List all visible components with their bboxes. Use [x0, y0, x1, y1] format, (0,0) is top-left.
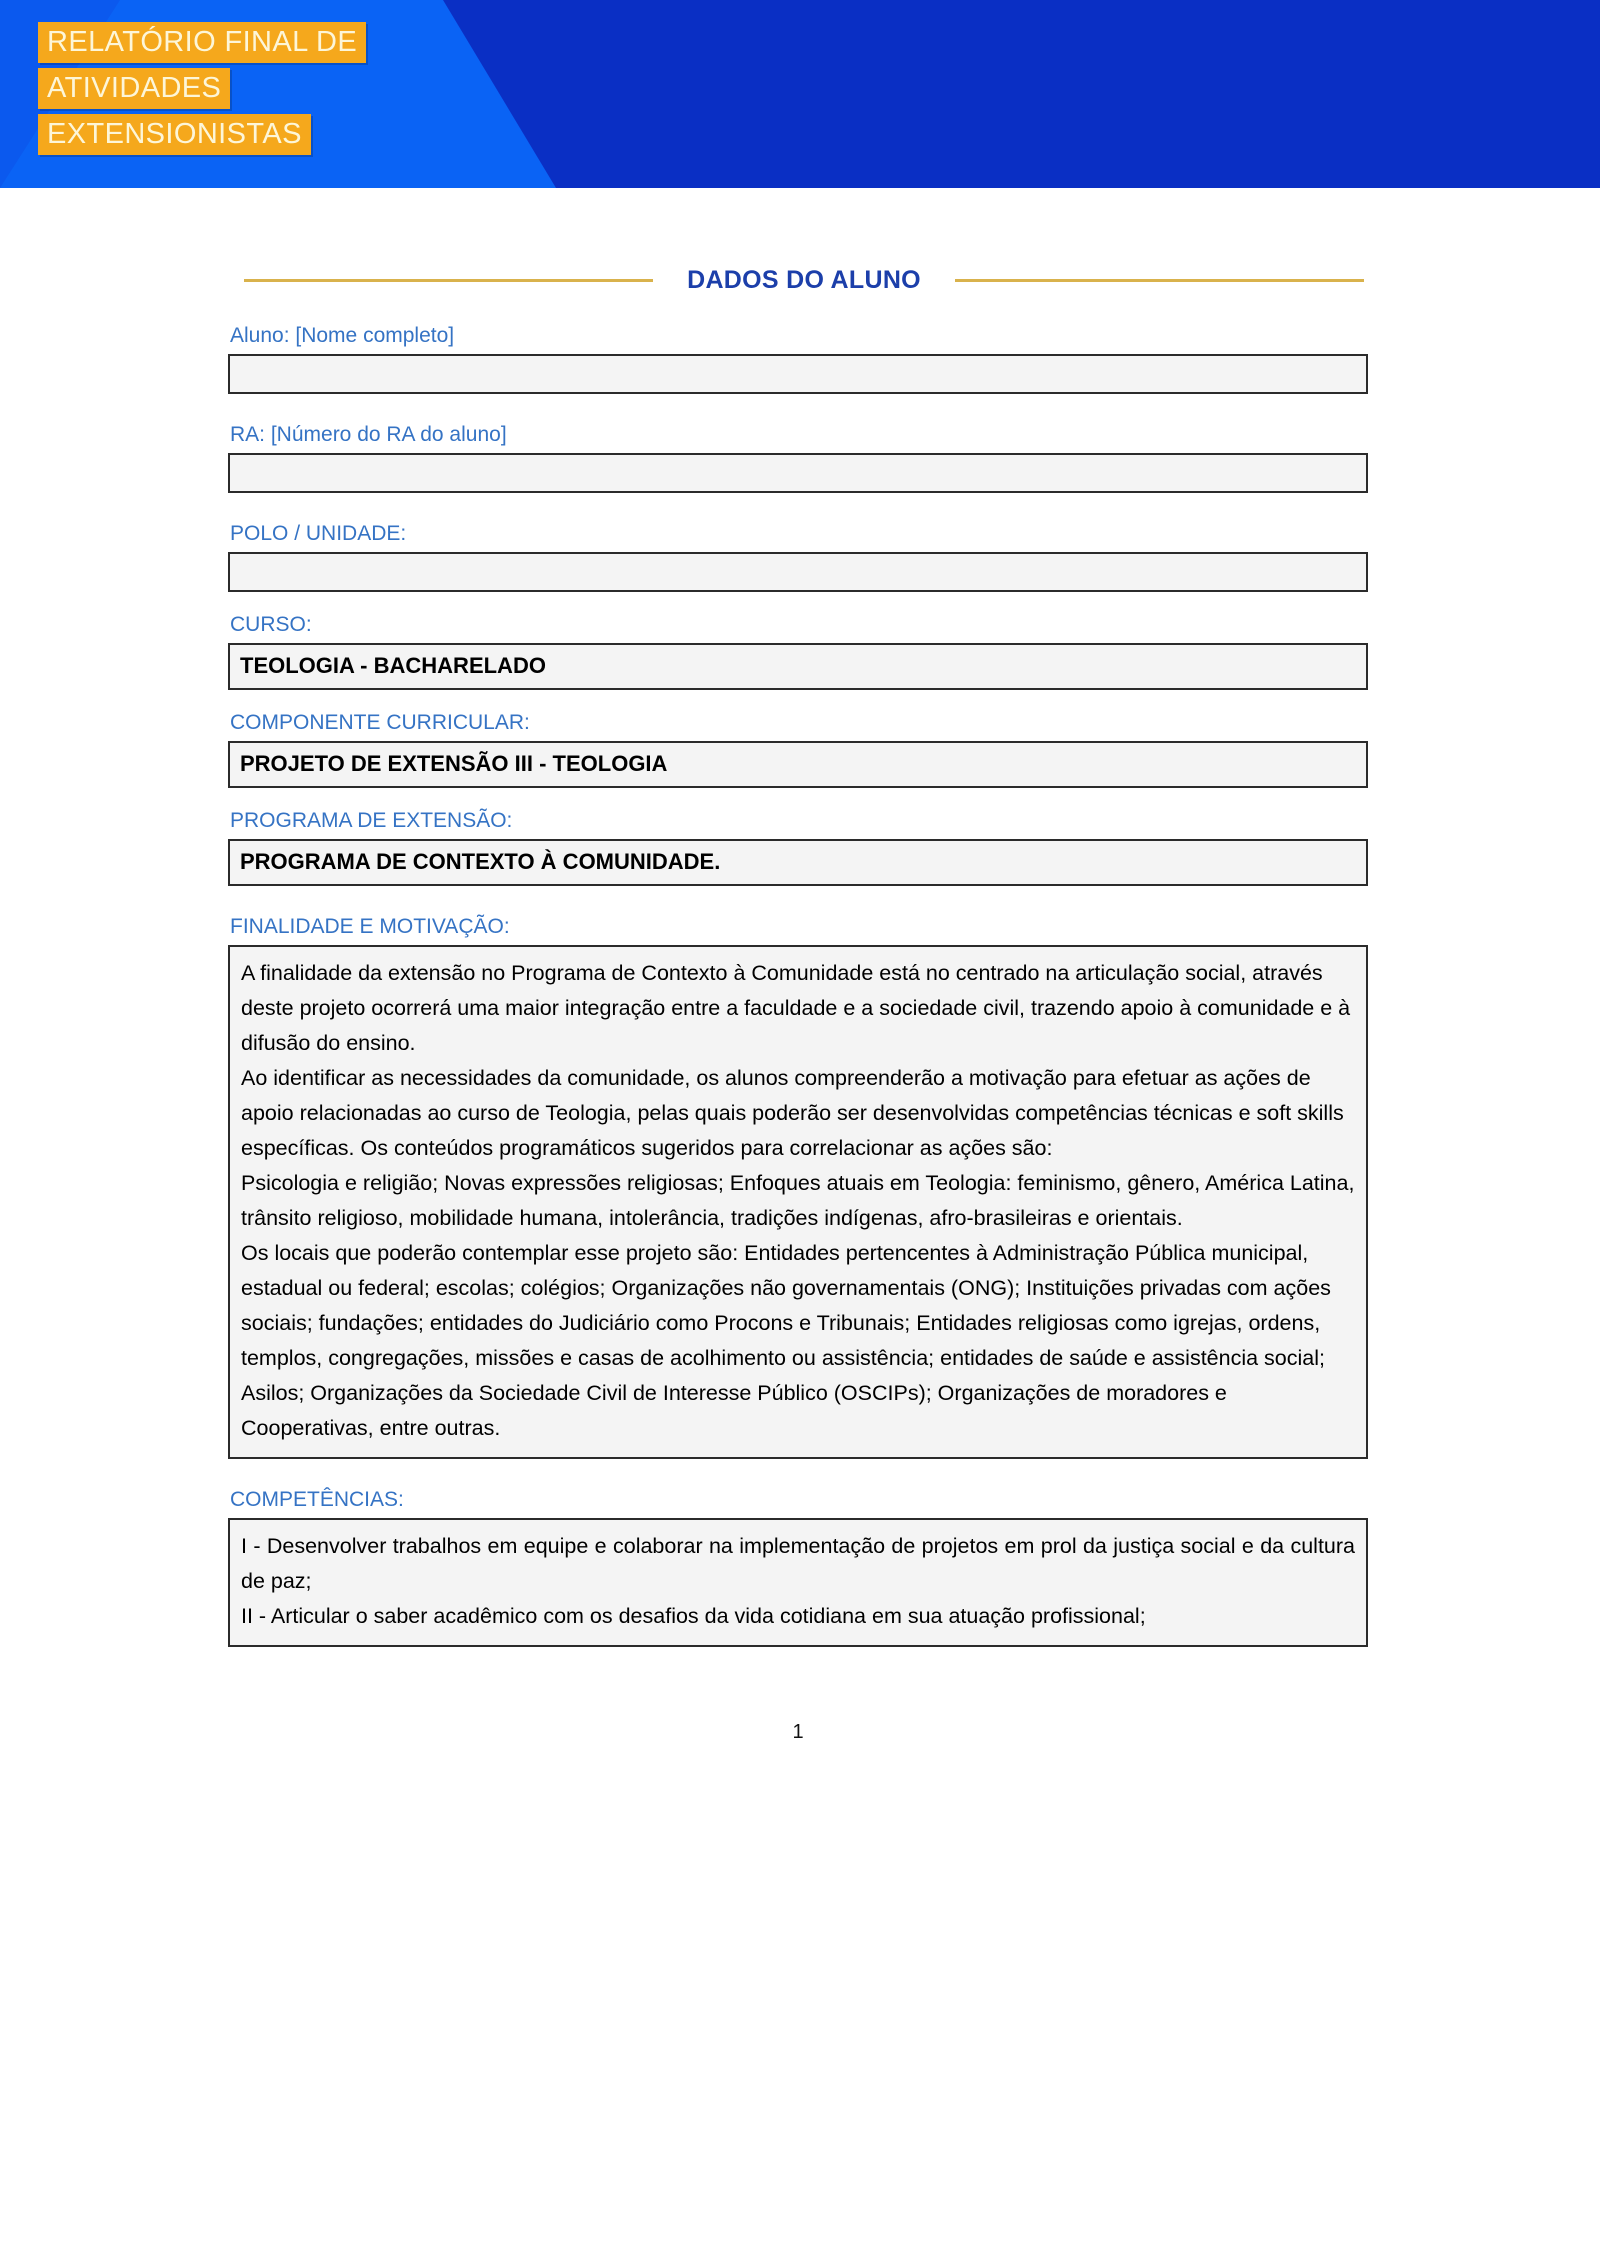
banner-title-line-3: EXTENSIONISTAS [38, 114, 311, 155]
competencias-paragraph: II - Articular o saber acadêmico com os desafios da vida cotidiana em sua atuação profissional; [241, 1604, 1146, 1628]
componente-curricular-input[interactable]: PROJETO DE EXTENSÃO III - TEOLOGIA [228, 741, 1368, 788]
field-label-polo-unidade: POLO / UNIDADE: [230, 522, 407, 545]
banner-title-line-2: ATIVIDADES [38, 68, 230, 109]
field-programa-de-extensao [228, 808, 1368, 886]
document-header-banner [0, 0, 1600, 188]
field-label-competencias: COMPETÊNCIAS: [230, 1488, 404, 1511]
field-label-ra: RA: [Número do RA do aluno] [230, 423, 507, 446]
polo-unidade-input[interactable] [228, 552, 1368, 592]
field-polo-unidade [228, 521, 1368, 592]
ra-input[interactable] [228, 453, 1368, 493]
competencias-textarea[interactable] [228, 1518, 1368, 1647]
section-rule-right [955, 279, 1364, 282]
field-curso [228, 612, 1368, 690]
finalidade-paragraph: Ao identificar as necessidades da comunidade, os alunos compreenderão a motivação para efetuar as ações de apoio relacionadas ao curso de Teologia, pelas quais poderão ser desenvolvidas competências técnicas e soft skills específicas. Os conteúdos programáticos sugeridos para correlacionar as ações são: [241, 1066, 1344, 1160]
field-componente-curricular [228, 710, 1368, 788]
competencias-paragraph: I - Desenvolver trabalhos em equipe e colaborar na implementação de projetos em prol da justiça social e da cultura de paz; [241, 1534, 1355, 1593]
field-label-curso: CURSO: [230, 613, 312, 636]
field-competencias [228, 1487, 1368, 1647]
page-title: DADOS DO ALUNO [687, 266, 921, 294]
section-heading-dados-do-aluno [244, 266, 1364, 295]
finalidade-paragraph: Os locais que poderão contemplar esse projeto são: Entidades pertencentes à Administração Pública municipal, estadual ou federal; escolas; colégios; Organizações não governamentais (ONG); Instituições privadas com ações sociais; fundações; entidades do Judiciário como Procons e Tribunais; Entidades religiosas como igrejas, ordens, templos, congregações, missões e casas de acolhimento ou assistência; entidades de saúde e assistência social; Asilos; Organizações da Sociedade Civil de Interesse Público (OSCIPs); Organizações de moradores e Cooperativas, entre outras. [241, 1241, 1331, 1440]
field-ra [228, 422, 1368, 493]
field-label-programa-de-extensao: PROGRAMA DE EXTENSÃO: [230, 809, 513, 832]
field-label-aluno: Aluno: [Nome completo] [230, 324, 455, 347]
section-rule-left [244, 279, 653, 282]
field-label-componente-curricular: COMPONENTE CURRICULAR: [230, 711, 530, 734]
finalidade-e-motivacao-textarea[interactable] [228, 945, 1368, 1459]
banner-title [38, 22, 458, 160]
aluno-input[interactable] [228, 354, 1368, 394]
field-label-finalidade-e-motivacao: FINALIDADE E MOTIVAÇÃO: [230, 915, 510, 938]
document-page [0, 266, 1600, 1784]
finalidade-paragraph: A finalidade da extensão no Programa de Contexto à Comunidade está no centrado na articulação social, através deste projeto ocorrerá uma maior integração entre a faculdade e a sociedade civil, trazendo apoio à comunidade e à difusão do ensino. [241, 961, 1351, 1055]
programa-de-extensao-input[interactable]: PROGRAMA DE CONTEXTO À COMUNIDADE. [228, 839, 1368, 886]
document-sheet [228, 266, 1368, 1647]
banner-title-line-1: RELATÓRIO FINAL DE [38, 22, 366, 63]
curso-input[interactable]: TEOLOGIA - BACHARELADO [228, 643, 1368, 690]
finalidade-paragraph: Psicologia e religião; Novas expressões religiosas; Enfoques atuais em Teologia: feminismo, gênero, América Latina, trânsito religioso, mobilidade humana, intolerância, tradições indígenas, afro-brasileiras e orientais. [241, 1171, 1355, 1230]
page-number: 1 [792, 1721, 804, 1743]
field-aluno [228, 323, 1368, 394]
field-finalidade-e-motivacao [228, 914, 1368, 1459]
